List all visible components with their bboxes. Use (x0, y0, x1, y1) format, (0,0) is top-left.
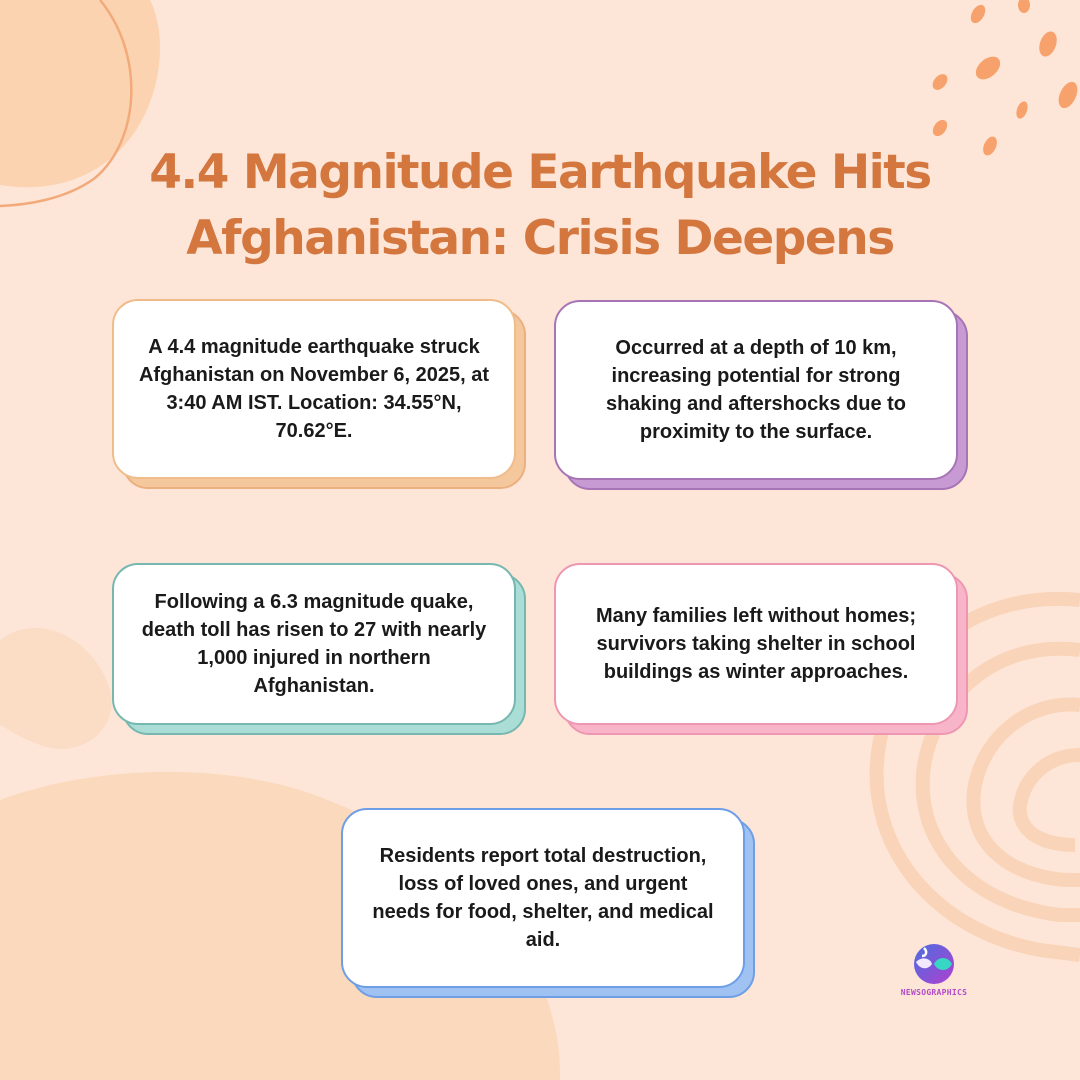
card-text: Residents report total destruction, loss of loved ones, and urgent needs for food, shelter, and medical aid. (372, 845, 714, 951)
card-face (112, 299, 516, 479)
title-line-2: Afghanistan: Crisis Deepens (186, 211, 894, 266)
fact-card-displaced-families (554, 563, 958, 725)
card-face (112, 563, 516, 725)
card-face (554, 563, 958, 725)
logo-wordmark: NEWSOGRAPHICS (900, 988, 968, 997)
card-face (554, 300, 958, 480)
left-mid-blob (0, 628, 112, 749)
newsographics-logo-icon (910, 942, 958, 986)
card-text: A 4.4 magnitude earthquake struck Afghanistan on November 6, 2025, at 3:40 AM IST. Location: 34.55°N, 70.62°E. (138, 336, 490, 442)
fact-card-magnitude (112, 299, 516, 479)
confetti-dots (930, 0, 1080, 158)
card-face (341, 808, 745, 988)
fact-card-depth (554, 300, 958, 480)
fact-card-residents (341, 808, 745, 988)
card-text: Many families left without homes; survivors taking shelter in school buildings as winter approaches. (595, 605, 917, 683)
card-text: Occurred at a depth of 10 km, increasing potential for strong shaking and aftershocks due to proximity to the surface. (605, 337, 907, 443)
page-title (0, 140, 1080, 272)
title-line-1: 4.4 Magnitude Earthquake Hits (149, 145, 931, 200)
card-text: Following a 6.3 magnitude quake, death toll has risen to 27 with nearly 1,000 injured in northern Afghanistan. (141, 591, 487, 697)
fact-card-death-toll (112, 563, 516, 725)
brand-logo (893, 942, 975, 997)
